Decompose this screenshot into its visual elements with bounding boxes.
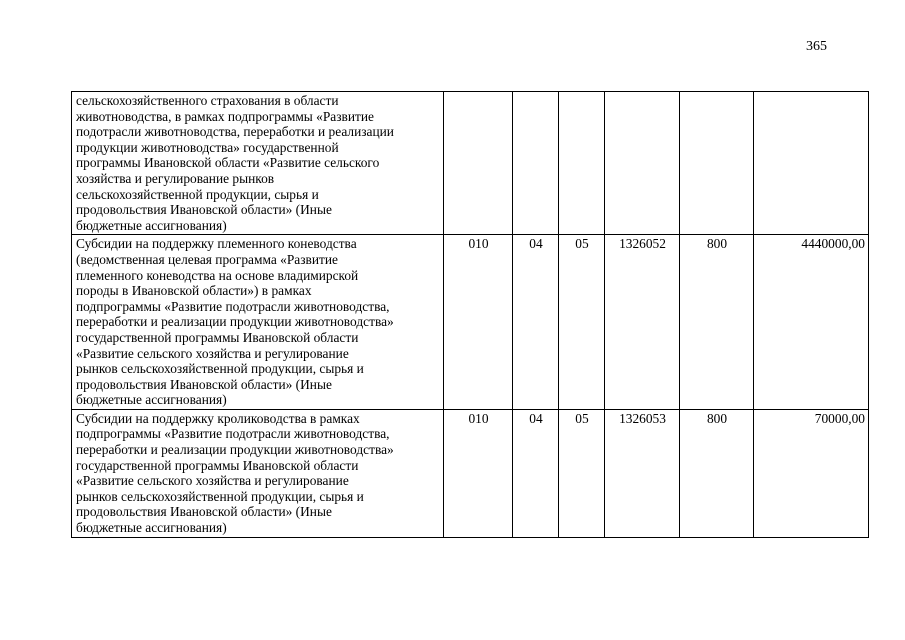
table-row (72, 92, 869, 235)
description-text: сельскохозяйственного страхования в области животноводства, в рамках подпрограммы «Развитие подотрасли животноводства, переработки и реализации продукции животноводства» государственной программы Ивановской области «Развитие сельского хозяйства и регулирование рынков сельскохозяйственной продукции, сырья и продовольствия Ивановской области» (Иные бюджетные ассигнования) (76, 93, 394, 233)
target-article-cell (605, 92, 680, 235)
table-row (72, 235, 869, 410)
expense-type-cell: 800 (680, 235, 754, 410)
description-cell (72, 409, 444, 537)
subsection-code-cell (559, 92, 605, 235)
description-text: Субсидии на поддержку племенного коневодства (ведомственная целевая программа «Развитие племенного коневодства на основе владимирской породы в Ивановской области») в рамках подпрограммы «Развитие подотрасли животноводства, переработки и реализации продукции животноводства» государственной программы Ивановской области «Развитие сельского хозяйства и регулирование рынков сельскохозяйственной продукции, сырья и продовольствия Ивановской области» (Иные бюджетные ассигнования) (76, 236, 394, 408)
amount-cell: 4440000,00 (754, 235, 869, 410)
ministry-code-cell: 010 (444, 235, 513, 410)
ministry-code-cell (444, 92, 513, 235)
budget-table (71, 91, 869, 538)
amount-cell: 70000,00 (754, 409, 869, 537)
target-article-cell: 1326052 (605, 235, 680, 410)
description-text: Субсидии на поддержку кролиководства в рамках подпрограммы «Развитие подотрасли животноводства, переработки и реализации продукции животноводства» государственной программы Ивановской области «Развитие сельского хозяйства и регулирование рынков сельскохозяйственной продукции, сырья и продовольствия Ивановской области» (Иные бюджетные ассигнования) (76, 410, 394, 536)
page-number: 365 (806, 39, 827, 54)
subsection-code-cell: 05 (559, 235, 605, 410)
amount-cell (754, 92, 869, 235)
expense-type-cell: 800 (680, 409, 754, 537)
subsection-code-cell: 05 (559, 409, 605, 537)
description-cell (72, 92, 444, 235)
section-code-cell: 04 (513, 409, 559, 537)
table-row (72, 409, 869, 537)
section-code-cell: 04 (513, 235, 559, 410)
section-code-cell (513, 92, 559, 235)
ministry-code-cell: 010 (444, 409, 513, 537)
expense-type-cell (680, 92, 754, 235)
description-cell (72, 235, 444, 410)
target-article-cell: 1326053 (605, 409, 680, 537)
